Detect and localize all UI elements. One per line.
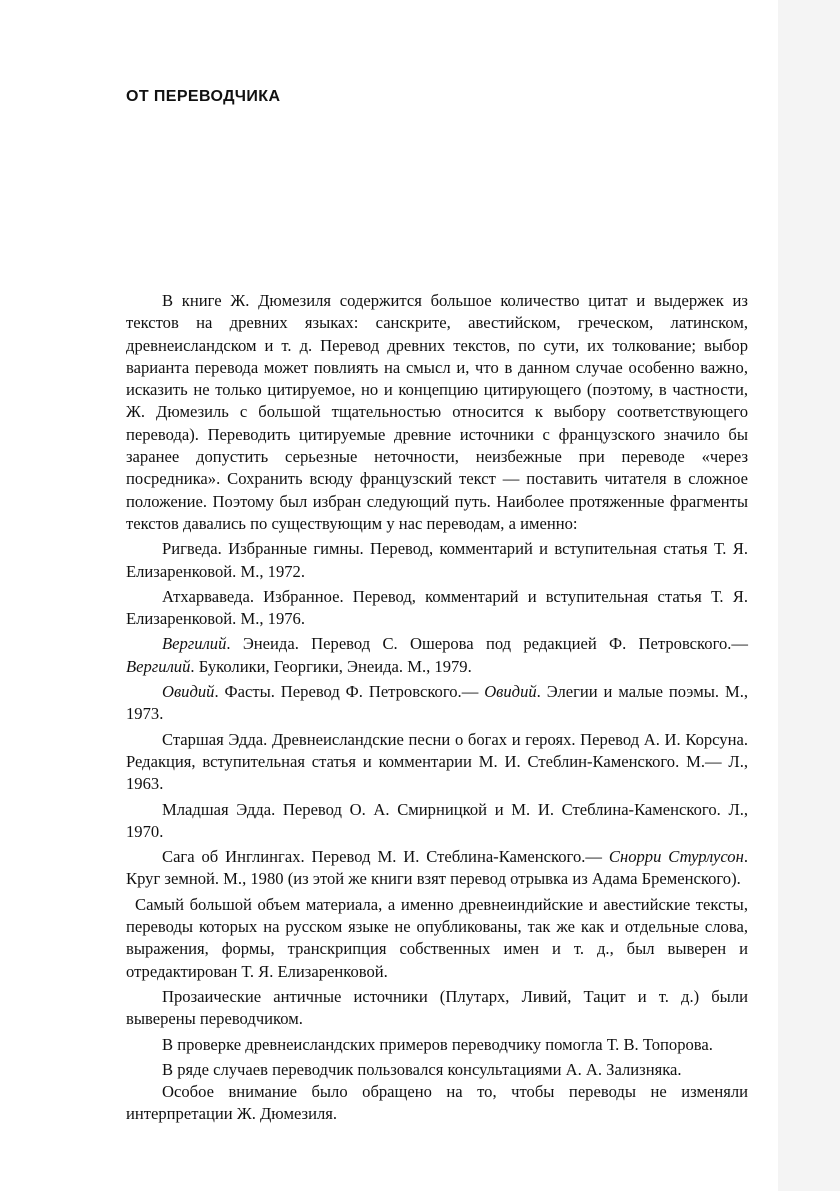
source-text: . Фасты. Перевод Ф. Петровского.—: [214, 682, 485, 702]
paragraph-icelandic: В проверке древнеисландских примеров переводчику помогла Т. В. Топорова.: [162, 1034, 713, 1054]
source-atharvaveda: Атхарваведа. Избранное. Перевод, комментарий и вступительная статья Т. Я. Елизаренковой. М., 1976.: [126, 586, 748, 629]
source-elder-edda: Старшая Эдда. Древнеисландские песни о богах и героях. Перевод А. И. Корсуна. Редакция, вступительная статья и комментарии М. И. Стеблин-Каменского. М.— Л., 1963.: [126, 729, 748, 794]
paragraph-prose-sources: Прозаические античные источники (Плутарх, Ливий, Тацит и т. д.) были выверены переводчиком.: [126, 986, 748, 1029]
source-rigveda: Ригведа. Избранные гимны. Перевод, комментарий и вступительная статья Т. Я. Елизаренковой. М., 1972.: [126, 539, 748, 581]
source-author: Снорри Стурлусон: [608, 847, 744, 867]
source-text: . Энеида. Перевод С. Ошерова под редакцией Ф. Петровского.—: [226, 634, 748, 654]
source-author: Овидий: [484, 682, 537, 702]
source-vergil: [126, 633, 748, 678]
source-author: Овидий: [162, 682, 215, 702]
page-edge-shadow: [778, 0, 840, 1191]
paragraph-consultations: В ряде случаев переводчик пользовался консультациями А. А. Зализняка.: [162, 1059, 682, 1079]
source-text: . Элегии и малые поэмы. М., 1973.: [126, 682, 748, 724]
source-text: . Буколики, Георгики, Энеида. М., 1979.: [190, 656, 472, 676]
intro-paragraph: В книге Ж. Дюмезиля содержится большое количество цитат и выдержек из текстов на древних языках: санскрите, авестийском, греческом, латинском, древнеисландском и т. д. Перевод древних текстов, по сути, их толкование; выбор варианта перевода может повлиять на смысл и, что в данном случае особенно важно, исказить не только цитируемое, но и концепцию цитирующего (поэтому, в частности, Ж. Дюмезиль с большой тщательностью относится к выбору соответствующего перевода). Переводить цитируемые древние источники с французского значило бы заранее допустить серьезные неточности, неизбежные при переводе «через посредника». Сохранить всюду французский текст — поставить читателя в сложное положение. Поэтому был избран следующий путь. Наиболее протяженные фрагменты текстов давались по существующим у нас переводам, а именно:: [126, 291, 748, 533]
source-text: Сага об Инглингах. Перевод М. И. Стеблина-Каменского.—: [162, 847, 609, 867]
source-text: . Круг земной. М., 1980 (из этой же книги взят перевод отрывка из Адама Бременского).: [126, 847, 748, 889]
source-author: Вергилий: [162, 634, 227, 654]
source-author: Вергилий: [126, 656, 191, 676]
source-ovid: [126, 681, 748, 726]
document-body: [126, 290, 748, 1126]
paragraph-interpretation: Особое внимание было обращено на то, чтобы переводы не изменяли интерпретации Ж. Дюмезиля.: [126, 1082, 748, 1124]
page-title: ОТ ПЕРЕВОДЧИКА: [126, 88, 281, 105]
source-younger-edda: Младшая Эдда. Перевод О. А. Смирницкой и М. И. Стеблина-Каменского. Л., 1970.: [126, 799, 748, 841]
source-ynglinga-saga: [126, 846, 748, 891]
paragraph-sanskrit: Самый большой объем материала, а именно древнеиндийские и авестийские тексты, переводы которых на русском языке не опубликованы, так же как и отдельные слова, выражения, формы, транскрипция собственных имен и т. д., был выверен и отредактирован Т. Я. Елизаренковой.: [126, 894, 748, 981]
